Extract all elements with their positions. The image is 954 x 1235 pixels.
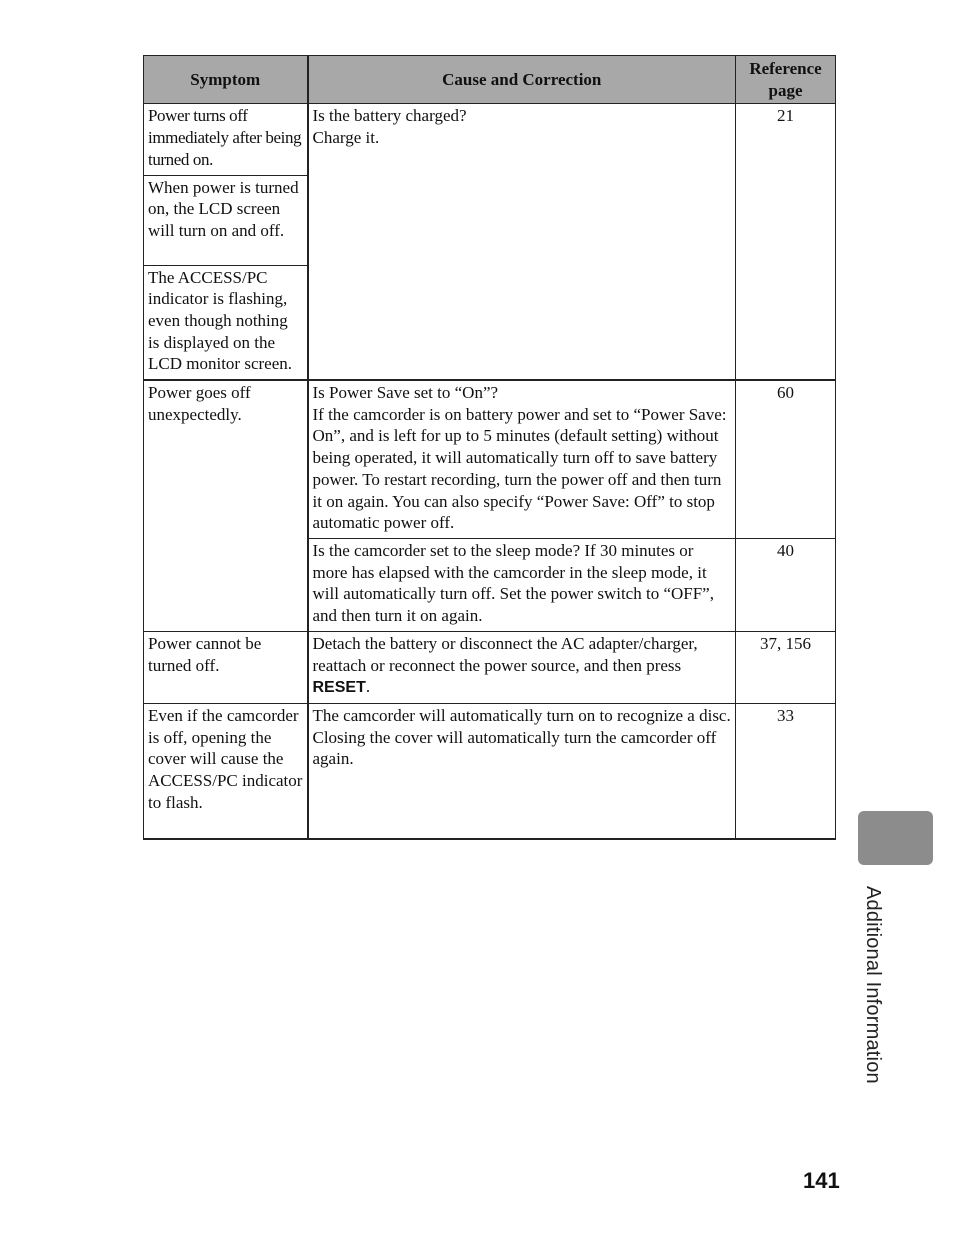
reference-cell: 21 [736, 104, 836, 380]
header-cause: Cause and Correction [308, 56, 736, 104]
symptom-cell: Power turns off immediately after being turned on. [144, 104, 308, 175]
page-number: 141 [803, 1168, 840, 1193]
symptom-cell: Power goes off unexpectedly. [144, 380, 308, 631]
table-row [144, 704, 836, 840]
reference-cell: 60 [736, 380, 836, 538]
table-row [144, 104, 836, 175]
cause-cell [308, 380, 736, 538]
table-row [144, 631, 836, 703]
reset-button-label: RESET [312, 679, 366, 697]
side-section-label: Additional Information [862, 886, 884, 1084]
header-reference [736, 56, 836, 104]
cause-cell [308, 104, 736, 380]
symptom-cell: The ACCESS/PC indicator is flashing, even though nothing is displayed on the LCD monitor screen. [144, 265, 308, 380]
header-symptom: Symptom [144, 56, 308, 104]
cause-line: If the camcorder is on battery power and set to “Power Save: On”, and is left for up to 5 minutes (default setting) without being operated, it will automatically turn off to save battery power. To restart recording, turn the power off and then turn it on again. You can also specify “Power Save: Off” to stop automatic power off. [312, 404, 727, 533]
header-reference-line2: page [768, 80, 803, 100]
reference-cell: 40 [736, 538, 836, 631]
cause-text-end: . [365, 677, 371, 697]
reference-cell: 37, 156 [736, 631, 836, 703]
header-row [144, 56, 836, 104]
cause-text: Detach the battery or disconnect the AC adapter/charger, reattach or reconnect the power source, and then press [312, 633, 698, 675]
cause-line: Charge it. [312, 128, 380, 148]
troubleshooting-table [143, 55, 836, 840]
reference-cell: 33 [736, 704, 836, 840]
cause-line: Is the battery charged? [312, 106, 467, 126]
cause-cell: The camcorder will automatically turn on to recognize a disc. Closing the cover will automatically turn the camcorder off again. [308, 704, 736, 840]
symptom-cell: Even if the camcorder is off, opening the cover will cause the ACCESS/PC indicator to flash. [144, 704, 308, 840]
table-row [144, 380, 836, 538]
cause-cell: Is the camcorder set to the sleep mode? If 30 minutes or more has elapsed with the camcorder in the sleep mode, it will automatically turn off. Set the power switch to “OFF”, and then turn it on again. [308, 538, 736, 631]
cause-line: Is Power Save set to “On”? [312, 383, 499, 403]
symptom-cell: When power is turned on, the LCD screen will turn on and off. [144, 175, 308, 265]
section-tab [858, 811, 933, 865]
cause-cell [308, 631, 736, 703]
header-reference-line1: Reference [749, 59, 822, 78]
symptom-cell: Power cannot be turned off. [144, 631, 308, 703]
